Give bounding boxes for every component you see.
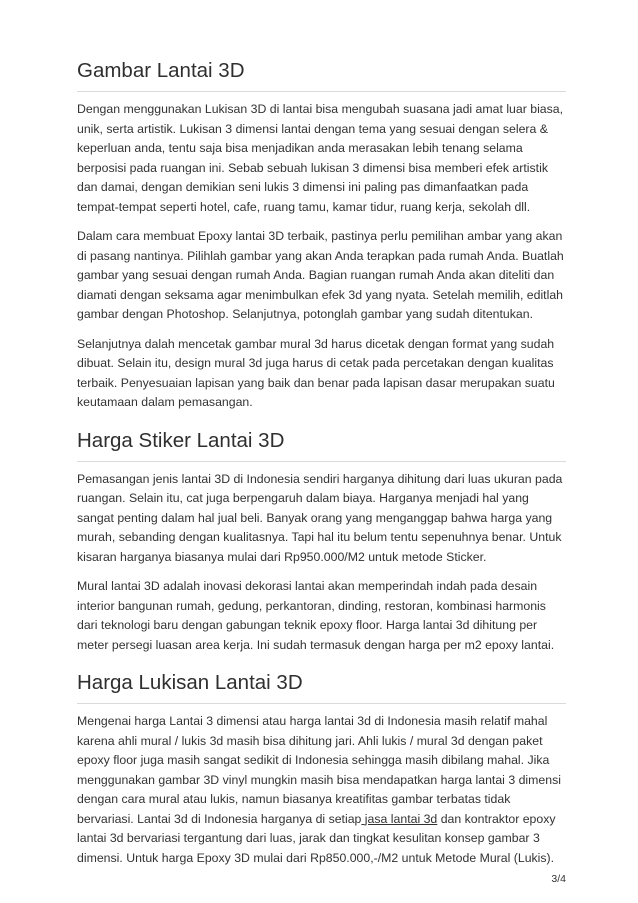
section-heading: Harga Lukisan Lantai 3D — [77, 670, 566, 704]
paragraph-text: Mengenai harga Lantai 3 dimensi atau harga lantai 3d di Indonesia masih relatif mahal karena ahli mural / lukis 3d masih bisa dihitung jari. Ahli lukis / mural 3d dengan paket epoxy floor juga masih sangat sedikit di Indonesia sehingga masih dibilang mahal. Jika menggunakan gambar 3D vinyl mungkin masih bisa mendapatkan harga lantai 3 dimensi dengan cara mural atau lukis, namun biasanya kreatifitas gambar terbatas tidak bervariasi. Lantai 3d di Indonesia harganya di setiap — [77, 714, 561, 826]
jasa-lantai-3d-link[interactable]: jasa lantai 3d — [361, 811, 438, 826]
paragraph: Dengan menggunakan Lukisan 3D di lantai bisa mengubah suasana jadi amat luar biasa, unik, serta artistik. Lukisan 3 dimensi lantai dengan tema yang sesuai dengan selera & keperluan anda, tentu saja bisa menjadikan anda merasakan lebih tenang selama berposisi pada ruangan ini. Sebab sebuah lukisan 3 dimensi bisa memberi efek artistik dan damai, dengan demikian seni lukis 3 dimensi ini paling pas dimanfaatkan pada tempat-tempat seperti hotel, cafe, ruang tamu, kamar tidur, ruang kerja, sekolah dll. — [77, 102, 564, 214]
paragraph: Pemasangan jenis lantai 3D di Indonesia sendiri harganya dihitung dari luas ukuran pada ruangan. Selain itu, cat juga berpengaruh dalam biaya. Harganya menjadi hal yang sangat penting dalam hal jual beli. Banyak orang yang menganggap bahwa harga yang murah, sebanding dengan kualitasnya. Tapi hal itu belum tentu sepenuhnya benar. Untuk kisaran harganya biasanya mulai dari Rp950.000/M2 untuk metode Sticker. — [77, 471, 563, 564]
paragraph-text: dan kontraktor epoxy lantai 3d bervariasi tergantung dari luas, jarak dan tingkat kesulitan konsep gambar 3 dimensi. Untuk harga Epoxy 3D mulai dari Rp850.000,-/M2 untuk Metode Mural (Lukis). — [77, 811, 556, 865]
page-number: 3/4 — [551, 873, 566, 885]
paragraph: Dalam cara membuat Epoxy lantai 3D terbaik, pastinya perlu pemilihan ambar yang akan di pasang nantinya. Pilihlah gambar yang akan Anda terapkan pada rumah Anda. Buatlah gambar yang sesuai dengan rumah Anda. Bagian ruangan rumah Anda akan diteliti dan diamati dengan seksama agar menimbulkan efek 3d yang nyata. Setelah memilih, editlah gambar dengan Photoshop. Selanjutnya, potonglah gambar yang sudah ditentukan. — [77, 229, 564, 321]
paragraph: Mural lantai 3D adalah inovasi dekorasi lantai akan memperindah indah pada desain interior bangunan rumah, gedung, perkantoran, dinding, restoran, kombinasi harmonis dari teknologi baru dengan gabungan teknik epoxy floor. Harga lantai 3d dihitung per meter persegi luasan area kerja. Ini sudah termasuk dengan harga per m2 epoxy lantai. — [77, 579, 555, 652]
paragraph: Selanjutnya dalah mencetak gambar mural 3d harus dicetak dengan format yang sudah dibuat. Selain itu, design mural 3d juga harus di cetak pada percetakan dengan kualitas terbaik. Penyesuaian lapisan yang baik dan benar pada lapisan dasar merupakan suatu keutamaan dalam pemasangan. — [77, 336, 555, 409]
section-heading: Gambar Lantai 3D — [77, 58, 566, 92]
paragraph — [77, 712, 566, 868]
section-harga-lukisan-lantai-3d — [77, 670, 566, 868]
section-heading: Harga Stiker Lantai 3D — [77, 428, 566, 462]
section-harga-stiker-lantai-3d — [77, 428, 566, 656]
section-gambar-lantai-3d — [77, 58, 566, 413]
document-page — [77, 58, 566, 868]
